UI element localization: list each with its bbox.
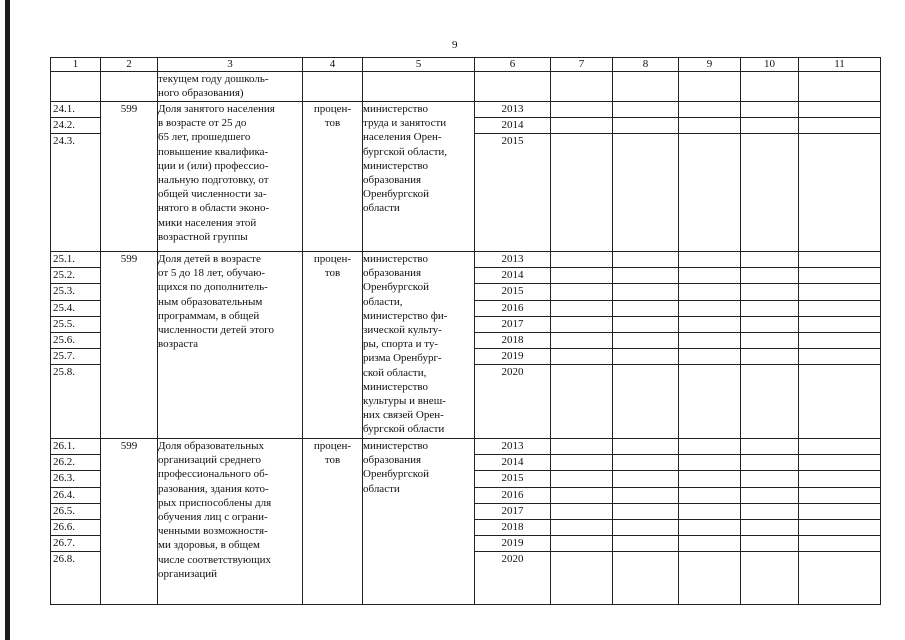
year: 2014 [475,455,550,471]
year: 2014 [475,118,550,134]
value-slot [551,365,612,380]
value-slot [799,301,880,317]
value-slot [679,365,740,380]
value-slot [799,333,880,349]
value-slot [613,439,678,455]
value-slot [613,134,678,149]
row-number: 26.2. [51,455,100,471]
code-cell: 599 [101,252,158,439]
value-cell [741,439,799,605]
value-slot [551,552,612,567]
value-slot [551,349,612,365]
value-slot [741,536,798,552]
value-slot [613,471,678,487]
value-slot [551,252,612,268]
value-slot [799,349,880,365]
indicator-name: Доля занятого населения в возрасте от 25 до 65 лет, прошедшего повышение квалифика- ции и (или) профессио- нальную подготовку, от общей численности за- нятого в области эконо- мики населения этой возрастной группы [158,102,303,252]
value-slot [613,365,678,380]
value-slot [799,365,880,380]
year: 2013 [475,102,550,118]
row-number: 26.8. [53,553,75,566]
value-slot [679,552,740,567]
value-slot [799,439,880,455]
responsible-org: министерство образования Оренбургской области [363,439,475,605]
column-header: 6 [475,58,551,72]
year: 2019 [475,536,550,552]
value-slot [679,488,740,504]
value-cell [613,439,679,605]
row-number: 25.3. [51,284,100,300]
year: 2018 [475,520,550,536]
value-slot [613,349,678,365]
unit-cell: процен- тов [303,252,363,439]
value-slot [741,349,798,365]
unit-cell: процен- тов [303,102,363,252]
continuation-row [51,72,881,102]
indicator-row [51,252,881,439]
value-slot [741,252,798,268]
value-slot [551,455,612,471]
value-cell [799,439,881,605]
year-cell [475,252,551,439]
value-slot [799,536,880,552]
value-slot [741,520,798,536]
value-slot [551,536,612,552]
year: 2016 [475,488,550,504]
year: 2019 [475,349,550,365]
binding-edge [5,0,10,640]
value-slot [613,102,678,118]
value-cell [613,102,679,252]
row-number-cell [51,439,101,605]
responsible-org: министерство образования Оренбургской области, министерство фи- зической культу- ры, спорта и ту- ризма Оренбург- ской области, министерство культуры и внеш- них связей Орен- бургской области [363,252,475,439]
value-slot [741,471,798,487]
cell-blank [679,72,741,102]
year: 2015 [475,284,550,300]
value-slot [741,504,798,520]
column-header: 11 [799,58,881,72]
value-cell [799,252,881,439]
column-header: 1 [51,58,101,72]
row-number: 25.4. [51,301,100,317]
value-slot [679,471,740,487]
cell-blank [51,72,101,102]
unit-cell: процен- тов [303,439,363,605]
row-number: 26.3. [51,471,100,487]
value-slot [679,520,740,536]
value-slot [613,520,678,536]
cell-blank [363,72,475,102]
value-slot [679,536,740,552]
value-slot [679,301,740,317]
cell-blank [101,72,158,102]
value-slot [741,268,798,284]
value-slot [799,471,880,487]
value-slot [799,134,880,149]
row-number: 25.7. [51,349,100,365]
page-number: 9 [452,39,458,51]
year: 2014 [475,268,550,284]
value-slot [741,488,798,504]
value-cell [613,252,679,439]
value-slot [679,134,740,149]
value-slot [799,520,880,536]
value-slot [551,102,612,118]
value-slot [613,333,678,349]
year: 2013 [475,439,550,455]
row-number: 25.1. [51,252,100,268]
year: 2015 [501,135,524,148]
cell-blank [475,72,551,102]
value-slot [613,268,678,284]
row-number: 24.2. [51,118,100,134]
row-number: 25.2. [51,268,100,284]
row-number: 25.6. [51,333,100,349]
row-number: 25.8. [53,366,75,379]
value-slot [551,284,612,300]
cell-blank [303,72,363,102]
value-cell [551,102,613,252]
value-slot [551,439,612,455]
cell-blank [551,72,613,102]
row-number: 26.6. [51,520,100,536]
value-cell [551,252,613,439]
year: 2015 [475,471,550,487]
value-cell [741,102,799,252]
value-slot [613,317,678,333]
year-cell [475,102,551,252]
value-slot [741,439,798,455]
value-slot [799,488,880,504]
value-slot [551,301,612,317]
value-slot [551,317,612,333]
year: 2020 [501,366,524,379]
value-slot [741,365,798,380]
row-number: 26.7. [51,536,100,552]
value-slot [799,102,880,118]
column-header: 5 [363,58,475,72]
column-header: 10 [741,58,799,72]
value-slot [551,471,612,487]
column-header: 7 [551,58,613,72]
column-header: 9 [679,58,741,72]
value-slot [679,333,740,349]
year: 2013 [475,252,550,268]
value-slot [679,439,740,455]
value-slot [679,284,740,300]
indicator-table [50,57,881,605]
value-cell [679,252,741,439]
value-slot [613,301,678,317]
value-slot [799,284,880,300]
value-cell [741,252,799,439]
value-cell [799,102,881,252]
value-slot [679,252,740,268]
continuation-text: текущем году дошколь- ного образования) [158,72,303,102]
year: 2017 [475,317,550,333]
value-slot [799,268,880,284]
value-slot [679,455,740,471]
header-row [51,58,881,72]
value-slot [679,118,740,134]
indicator-row [51,439,881,605]
cell-blank [613,72,679,102]
value-slot [551,268,612,284]
value-slot [551,118,612,134]
code-cell: 599 [101,439,158,605]
row-number: 25.5. [51,317,100,333]
row-number: 26.1. [51,439,100,455]
year: 2018 [475,333,550,349]
value-slot [613,455,678,471]
value-slot [741,134,798,149]
value-slot [741,317,798,333]
responsible-org: министерство труда и занятости населения Орен- бургской области, министерство образования Оренбургской области [363,102,475,252]
year-cell [475,439,551,605]
cell-blank [799,72,881,102]
value-slot [679,268,740,284]
value-slot [741,301,798,317]
value-slot [613,536,678,552]
column-header: 3 [158,58,303,72]
value-cell [679,102,741,252]
value-slot [741,455,798,471]
value-slot [551,520,612,536]
value-slot [613,552,678,567]
value-slot [551,488,612,504]
value-slot [741,552,798,567]
value-cell [551,439,613,605]
value-slot [799,552,880,567]
value-slot [679,317,740,333]
row-number-cell [51,102,101,252]
row-number: 26.4. [51,488,100,504]
column-header: 2 [101,58,158,72]
row-number-cell [51,252,101,439]
value-slot [741,284,798,300]
column-header: 8 [613,58,679,72]
value-slot [613,284,678,300]
row-number: 24.1. [51,102,100,118]
value-slot [799,504,880,520]
indicator-name: Доля детей в возрасте от 5 до 18 лет, обучаю- щихся по дополнитель- ным образовательным программам, в общей численности детей этого возраста [158,252,303,439]
value-slot [613,118,678,134]
value-slot [613,504,678,520]
cell-blank [741,72,799,102]
year: 2020 [501,553,524,566]
row-number: 26.5. [51,504,100,520]
value-slot [679,102,740,118]
value-slot [799,455,880,471]
value-slot [741,333,798,349]
year: 2016 [475,301,550,317]
value-slot [551,333,612,349]
value-slot [799,317,880,333]
value-slot [613,488,678,504]
value-slot [799,118,880,134]
column-header: 4 [303,58,363,72]
value-slot [679,349,740,365]
year: 2017 [475,504,550,520]
value-slot [551,504,612,520]
value-cell [679,439,741,605]
value-slot [741,118,798,134]
value-slot [551,134,612,149]
value-slot [679,504,740,520]
code-cell: 599 [101,102,158,252]
value-slot [613,252,678,268]
row-number: 24.3. [53,135,75,148]
indicator-row [51,102,881,252]
value-slot [741,102,798,118]
indicator-name: Доля образовательных организаций среднего профессионального об- разования, здания кото- рых приспособлены для обучения лиц с ограни- ченными возможностя- ми здоровья, в общем числе соответствующих организаций [158,439,303,605]
value-slot [799,252,880,268]
